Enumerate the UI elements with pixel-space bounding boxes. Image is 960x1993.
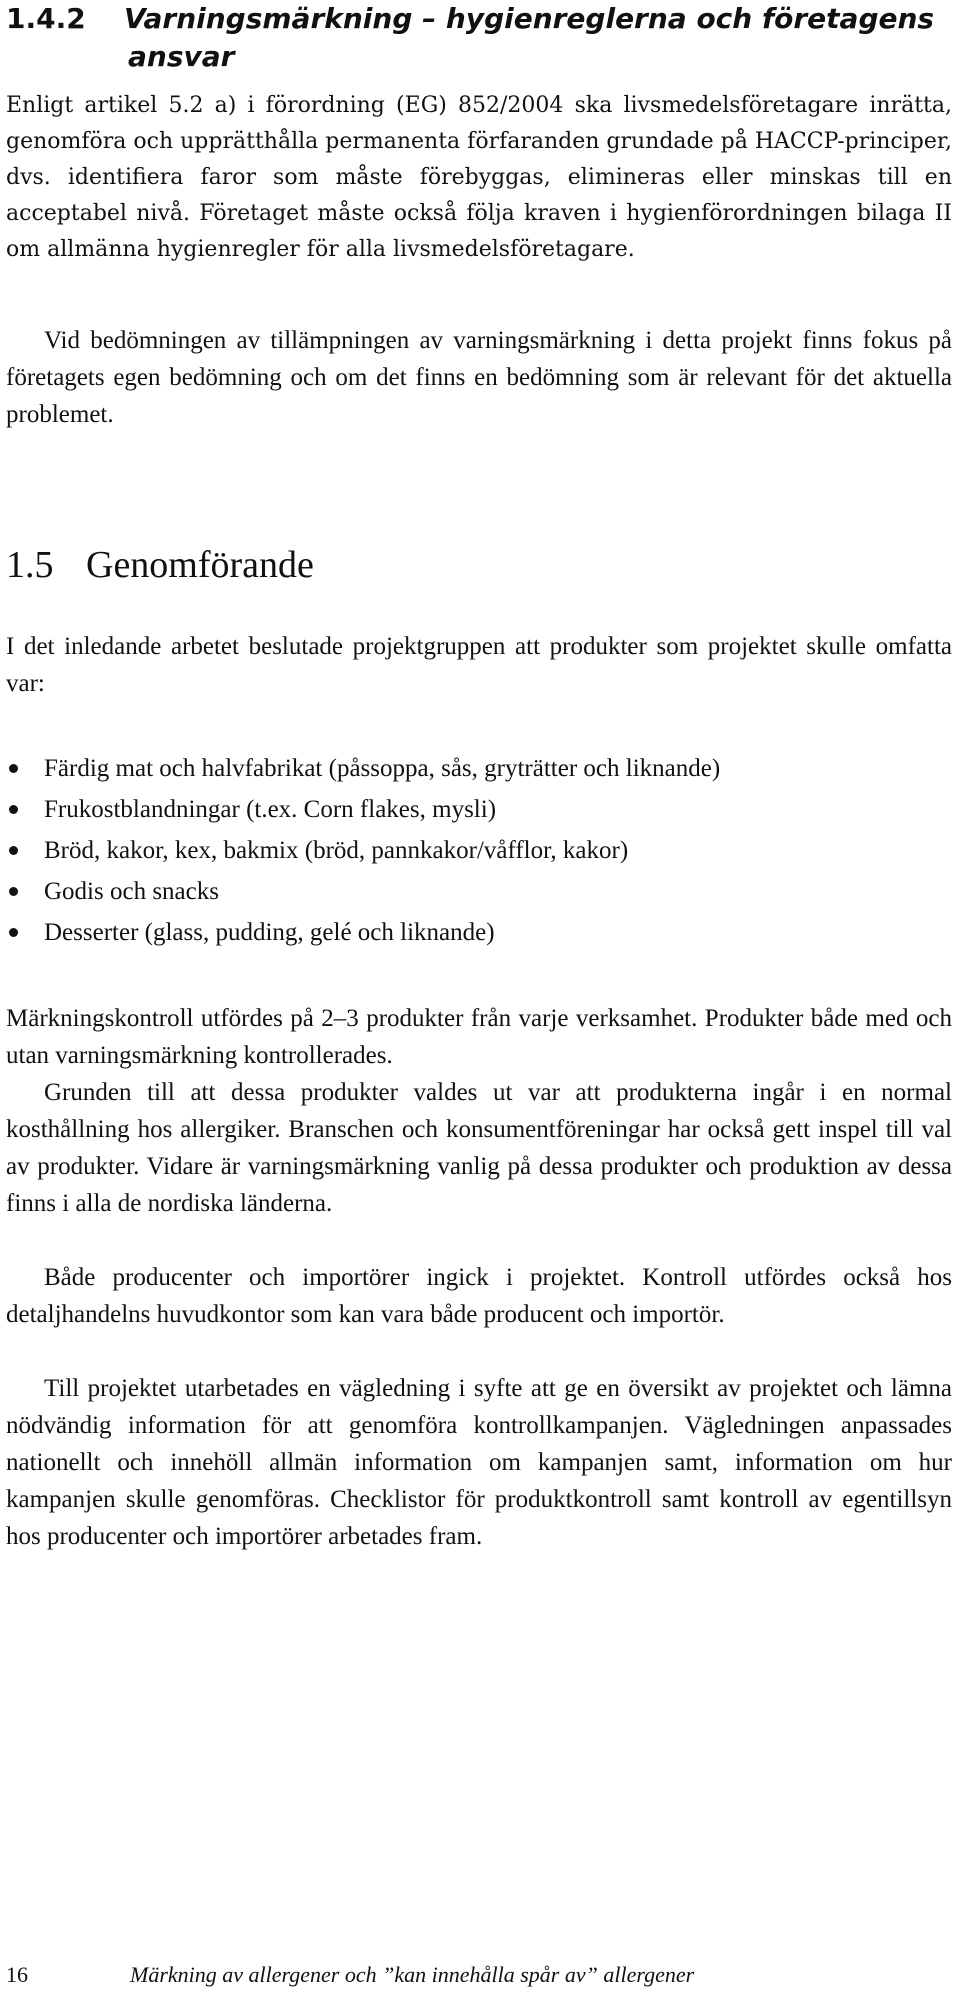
list-item: Bröd, kakor, kex, bakmix (bröd, pannkakor/våfflor, kakor) <box>6 830 720 871</box>
paragraph-control: Märkningskontroll utfördes på 2–3 produkter från varje verksamhet. Produkter både med och utan varningsmärkning kontrollerades. <box>6 1005 952 1069</box>
paragraph-haccp: Enligt artikel 5.2 a) i förordning (EG) 852/2004 ska livsmedelsföretagare inrätta, genomföra och upprätthålla permanenta förfaranden grundade på HACCP-principer, dvs. identifiera faror som måste förebyggas, elimineras eller minskas till en acceptabel nivå. Företaget måste också följa kraven i hygienförordningen bilaga II om allmänna hygienregler för alla livsmedelsföretagare. <box>6 93 952 262</box>
bullet-icon <box>9 846 18 855</box>
list-item: Desserter (glass, pudding, gelé och liknande) <box>6 912 720 953</box>
bullet-icon <box>9 805 18 814</box>
paragraph-reason: Grunden till att dessa produkter valdes ut var att produkterna ingår i en normal kosthållning hos allergiker. Branschen och konsumentföreningar har också gett inspel till val av produkter. Vidare är varningsmärkning vanlig på dessa produkter och produktion av dessa finns i alla de nordiska länderna. <box>6 1079 952 1217</box>
paragraph-guidance: Till projektet utarbetades en vägledning i syfte att ge en översikt av projektet och lämna nödvändig information för att genomföra kontrollkampanjen. Vägledningen anpassades nationellt och innehöll allmän information om kampanjen samt, information om hur kampanjen skulle genomföras. Checklistor för produktkontroll samt kontroll av egentillsyn hos producenter och importörer arbetades fram. <box>6 1375 952 1550</box>
page-number: 16 <box>6 1962 28 1987</box>
section-heading-1-4-2 <box>6 0 946 76</box>
section-title-line2: ansvar <box>128 40 235 73</box>
product-list <box>6 748 720 953</box>
running-title: Märkning av allergener och ”kan innehålla spår av” allergener <box>130 1962 695 1987</box>
section-title-line1: Varningsmärkning – hygienreglerna och företagens <box>124 2 935 35</box>
list-item: Färdig mat och halvfabrikat (påssoppa, sås, gryträtter och liknande) <box>6 748 720 789</box>
paragraph-intro: I det inledande arbetet beslutade projektgruppen att produkter som projektet skulle omfatta var: <box>6 633 952 697</box>
bullet-icon <box>9 764 18 773</box>
section-number: 1.4.2 <box>6 2 86 35</box>
section-title: Genomförande <box>86 544 314 586</box>
section-heading-1-5 <box>6 542 314 588</box>
bullet-icon <box>9 887 18 896</box>
bullet-icon <box>9 928 18 937</box>
paragraph-producers: Både producenter och importörer ingick i projektet. Kontroll utfördes också hos detaljhandelns huvudkontor som kan vara både producent och importör. <box>6 1264 952 1328</box>
paragraph-assessment: Vid bedömningen av tillämpningen av varningsmärkning i detta projekt finns fokus på företagets egen bedömning och om det finns en bedömning som är relevant för det aktuella problemet. <box>6 327 952 428</box>
section-number: 1.5 <box>6 544 54 586</box>
list-item: Frukostblandningar (t.ex. Corn flakes, mysli) <box>6 789 720 830</box>
list-item: Godis och snacks <box>6 871 720 912</box>
